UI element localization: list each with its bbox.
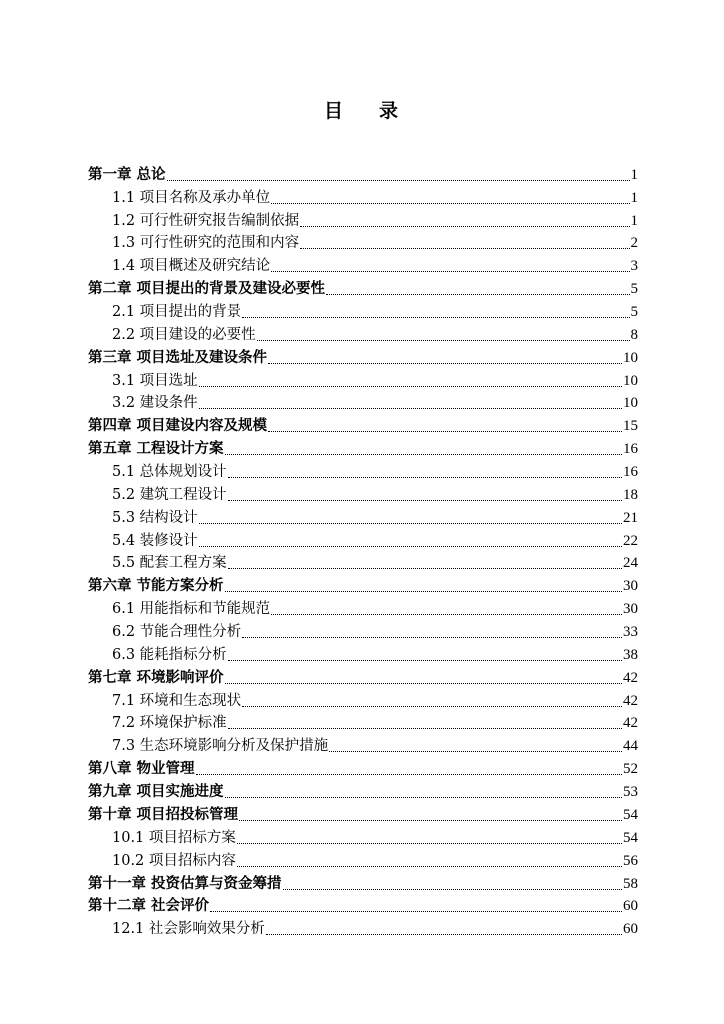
- toc-page-number: 22: [623, 532, 638, 549]
- toc-entry-label: 6.2 节能合理性分析: [112, 624, 242, 641]
- toc-section-entry[interactable]: [88, 253, 638, 276]
- toc-page-number: 24: [623, 555, 638, 572]
- toc-dot-leader: [266, 934, 622, 935]
- toc-entry-label: 1.4 项目概述及研究结论: [112, 258, 271, 275]
- toc-section-entry[interactable]: [88, 916, 638, 939]
- toc-page-number: 54: [623, 806, 638, 823]
- toc-page-number: 5: [630, 304, 638, 321]
- toc-page-number: 60: [623, 898, 638, 915]
- toc-chapter-entry[interactable]: [88, 162, 638, 185]
- toc-page-number: 10: [623, 372, 638, 389]
- toc-section-entry[interactable]: [88, 642, 638, 665]
- toc-dot-leader: [210, 911, 622, 912]
- toc-page-number: 2: [630, 235, 638, 252]
- toc-dot-leader: [271, 203, 629, 204]
- toc-entry-label: 6.3 能耗指标分析: [112, 646, 227, 663]
- toc-entry-label: 6.1 用能指标和节能规范: [112, 601, 271, 618]
- toc-page-number: 58: [623, 875, 638, 892]
- toc-section-entry[interactable]: [88, 711, 638, 734]
- toc-chapter-entry[interactable]: [88, 573, 638, 596]
- toc-dot-leader: [271, 271, 629, 272]
- toc-chapter-entry[interactable]: [88, 276, 638, 299]
- toc-chapter-entry[interactable]: [88, 779, 638, 802]
- toc-chapter-entry[interactable]: [88, 871, 638, 894]
- toc-chapter-entry[interactable]: [88, 436, 638, 459]
- toc-entry-label: 12.1 社会影响效果分析: [112, 921, 265, 938]
- toc-page-number: 56: [623, 852, 638, 869]
- toc-dot-leader: [228, 500, 622, 501]
- toc-section-entry[interactable]: [88, 528, 638, 551]
- toc-page-number: 8: [630, 326, 638, 343]
- toc-title-char-1: 目: [323, 100, 345, 122]
- toc-section-entry[interactable]: [88, 482, 638, 505]
- toc-page-number: 30: [623, 578, 638, 595]
- toc-entry-label: 7.1 环境和生态现状: [112, 692, 242, 709]
- toc-entry-label: 2.1 项目提出的背景: [112, 304, 242, 321]
- toc-dot-leader: [268, 363, 622, 364]
- toc-chapter-entry[interactable]: [88, 345, 638, 368]
- toc-entry-label: 第十二章 社会评价: [88, 898, 210, 915]
- toc-title-char-2: 录: [379, 100, 401, 122]
- toc-chapter-entry[interactable]: [88, 756, 638, 779]
- toc-dot-leader: [271, 614, 622, 615]
- toc-page-number: 38: [623, 646, 638, 663]
- toc-entry-label: 第六章 节能方案分析: [88, 578, 224, 595]
- toc-dot-leader: [329, 751, 622, 752]
- toc-title: [0, 96, 724, 123]
- toc-page-number: 18: [623, 486, 638, 503]
- toc-page-number: 10: [623, 349, 638, 366]
- toc-page-number: 15: [623, 418, 638, 435]
- toc-entry-label: 5.1 总体规划设计: [112, 464, 227, 481]
- toc-section-entry[interactable]: [88, 848, 638, 871]
- toc-entry-label: 第八章 物业管理: [88, 761, 195, 778]
- toc-page-number: 42: [623, 692, 638, 709]
- toc-section-entry[interactable]: [88, 505, 638, 528]
- toc-page-number: 42: [623, 669, 638, 686]
- toc-page-number: 16: [623, 441, 638, 458]
- toc-entry-label: 1.3 可行性研究的范围和内容: [112, 235, 300, 252]
- toc-page-number: 1: [630, 189, 638, 206]
- toc-entry-label: 第一章 总论: [88, 166, 166, 183]
- toc-entry-label: 5.5 配套工程方案: [112, 555, 227, 572]
- toc-dot-leader: [199, 546, 622, 547]
- toc-entry-label: 5.2 建筑工程设计: [112, 486, 227, 503]
- toc-section-entry[interactable]: [88, 596, 638, 619]
- toc-dot-leader: [228, 660, 622, 661]
- toc-dot-leader: [242, 637, 622, 638]
- toc-section-entry[interactable]: [88, 619, 638, 642]
- toc-entry-label: 10.2 项目招标内容: [112, 852, 236, 869]
- toc-page-number: 1: [630, 212, 638, 229]
- toc-page-number: 52: [623, 761, 638, 778]
- toc-dot-leader: [228, 568, 622, 569]
- toc-chapter-entry[interactable]: [88, 413, 638, 436]
- toc-dot-leader: [300, 226, 629, 227]
- toc-dot-leader: [237, 843, 622, 844]
- toc-entry-label: 3.2 建设条件: [112, 395, 198, 412]
- toc-dot-leader: [196, 774, 622, 775]
- toc-dot-leader: [225, 683, 622, 684]
- toc-entry-label: 第四章 项目建设内容及规模: [88, 418, 268, 435]
- toc-dot-leader: [268, 431, 622, 432]
- toc-dot-leader: [257, 340, 630, 341]
- toc-dot-leader: [237, 866, 622, 867]
- toc-dot-leader: [199, 386, 622, 387]
- toc-section-entry[interactable]: [88, 688, 638, 711]
- toc-entry-label: 第三章 项目选址及建设条件: [88, 349, 268, 366]
- toc-entry-label: 第七章 环境影响评价: [88, 669, 224, 686]
- toc-entry-label: 5.3 结构设计: [112, 509, 198, 526]
- toc-entry-label: 5.4 装修设计: [112, 532, 198, 549]
- toc-section-entry[interactable]: [88, 322, 638, 345]
- toc-section-entry[interactable]: [88, 368, 638, 391]
- toc-section-entry[interactable]: [88, 391, 638, 414]
- toc-entry-label: 第二章 项目提出的背景及建设必要性: [88, 281, 326, 298]
- toc-dot-leader: [242, 317, 629, 318]
- toc-page-number: 1: [630, 166, 638, 183]
- toc-entry-label: 第十一章 投资估算与资金筹措: [88, 875, 282, 892]
- toc-entry-label: 2.2 项目建设的必要性: [112, 326, 256, 343]
- toc-page-number: 21: [623, 509, 638, 526]
- toc-section-entry[interactable]: [88, 459, 638, 482]
- toc-dot-leader: [228, 477, 622, 478]
- toc-entry-label: 第九章 项目实施进度: [88, 784, 224, 801]
- toc-section-entry[interactable]: [88, 208, 638, 231]
- toc-dot-leader: [326, 294, 629, 295]
- toc-section-entry[interactable]: [88, 231, 638, 254]
- toc-dot-leader: [228, 728, 622, 729]
- toc-section-entry[interactable]: [88, 825, 638, 848]
- toc-dot-leader: [242, 706, 622, 707]
- toc-section-entry[interactable]: [88, 299, 638, 322]
- toc-page-number: 44: [623, 738, 638, 755]
- toc-chapter-entry[interactable]: [88, 802, 638, 825]
- toc-page-number: 33: [623, 624, 638, 641]
- toc-dot-leader: [167, 180, 630, 181]
- toc-dot-leader: [225, 591, 622, 592]
- toc-entry-label: 1.1 项目名称及承办单位: [112, 189, 271, 206]
- toc-entry-label: 7.2 环境保护标准: [112, 715, 227, 732]
- toc-dot-leader: [199, 523, 622, 524]
- toc-page-number: 54: [623, 829, 638, 846]
- toc-page-number: 60: [623, 921, 638, 938]
- toc-page-number: 3: [630, 258, 638, 275]
- toc-list: [88, 162, 638, 939]
- toc-chapter-entry[interactable]: [88, 665, 638, 688]
- toc-dot-leader: [225, 797, 622, 798]
- toc-entry-label: 10.1 项目招标方案: [112, 829, 236, 846]
- toc-page-number: 53: [623, 784, 638, 801]
- toc-dot-leader: [225, 454, 622, 455]
- toc-section-entry[interactable]: [88, 185, 638, 208]
- toc-page-number: 30: [623, 601, 638, 618]
- toc-page-number: 5: [630, 281, 638, 298]
- toc-entry-label: 3.1 项目选址: [112, 372, 198, 389]
- toc-page-number: 16: [623, 464, 638, 481]
- toc-entry-label: 1.2 可行性研究报告编制依据: [112, 212, 300, 229]
- toc-entry-label: 第五章 工程设计方案: [88, 441, 224, 458]
- toc-dot-leader: [239, 820, 622, 821]
- toc-section-entry[interactable]: [88, 551, 638, 574]
- toc-chapter-entry[interactable]: [88, 894, 638, 917]
- toc-entry-label: 第十章 项目招投标管理: [88, 806, 239, 823]
- toc-page-number: 10: [623, 395, 638, 412]
- toc-dot-leader: [300, 248, 629, 249]
- toc-dot-leader: [199, 408, 622, 409]
- toc-page-number: 42: [623, 715, 638, 732]
- toc-entry-label: 7.3 生态环境影响分析及保护措施: [112, 738, 329, 755]
- toc-section-entry[interactable]: [88, 733, 638, 756]
- toc-dot-leader: [283, 889, 622, 890]
